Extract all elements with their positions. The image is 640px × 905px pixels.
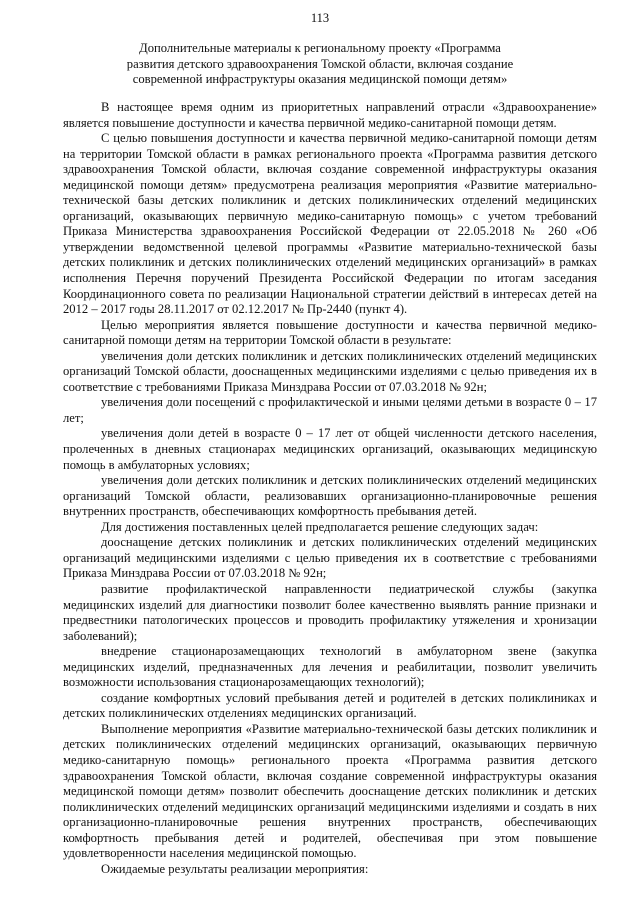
title-line: развития детского здравоохранения Томской области, включая создание: [126, 56, 514, 71]
title-line: Дополнительные материалы к региональному проекту «Программа: [139, 41, 501, 55]
document-body: [63, 100, 597, 877]
paragraph-goal-item: увеличения доли посещений с профилактической и иными целями детьми в возрасте 0 – 17 лет;: [63, 395, 597, 425]
paragraph-task-item: развитие профилактической направленности педиатрической службы (закупка медицинских изделий для диагностики позволит более качественно выявлять ранние признаки и предвестники патологических процессов и проводить профилактику утяжеления и хронизации заболеваний);: [63, 581, 597, 643]
paragraph-goal-item: увеличения доли детских поликлиник и детских поликлинических отделений медицинских организаций Томской области, реализовавших организационно-планировочные решения внутренних пространств, обеспечивающих комфортность пребывания детей.: [63, 473, 597, 519]
paragraph-tasks: Для достижения поставленных целей предполагается решение следующих задач:: [101, 519, 539, 534]
paragraph-expected-results: Ожидаемые результаты реализации мероприятия:: [101, 861, 369, 876]
paragraph-intro: В настоящее время одним из приоритетных направлений отрасли «Здравоохранение» является повышение доступности и качества первичной медико-санитарной помощи детям.: [63, 100, 597, 130]
paragraph-outcome: Выполнение мероприятия «Развитие материально-технической базы детских поликлиник и детских поликлинических отделений медицинских организаций, оказывающих первичную медико-санитарную помощь» регионального проекта «Программа развития детского здравоохранения Томской области, включая создание современной инфраструктуры оказания медицинской помощи детям» позволит обеспечить дооснащение детских поликлиник и детских поликлинических отделений медицинских организаций медицинскими изделиями и создать в них организационно-планировочные решения внутренних пространств, обеспечивающих комфортность пребывания детей и родителей, обеспечивая при этом повышение удовлетворенности населения медицинской помощью.: [63, 721, 597, 861]
document-title: [120, 41, 520, 88]
paragraph-task-item: создание комфортных условий пребывания детей и родителей в детских поликлиниках и детских поликлинических отделениях медицинских организаций.: [63, 690, 597, 721]
paragraph-goal: Целью мероприятия является повышение доступности и качества первичной медико-санитарной помощи детям на территории Томской области в результате:: [63, 317, 597, 348]
paragraph-purpose: С целью повышения доступности и качества первичной медико-санитарной помощи детям на территории Томской области в рамках регионального проекта «Программа развития детского здравоохранения Томской области, включая создание современной инфраструктуры оказания медицинской помощи детям» предусмотрена реализация мероприятия «Развитие материально-технической базы детских поликлиник и детских поликлинических отделений медицинских организаций, оказывающих первичную медико-санитарную помощь» с учетом требований Приказа Министерства здравоохранения Российской Федерации от 22.05.2018 № 260 «Об утверждении ведомственной целевой программы «Развитие материально-технической базы детских поликлиник и детских поликлинических отделений медицинских организаций» в рамках исполнения Перечня поручений Президента Российской Федерации по итогам заседания Координационного совета по реализации Национальной стратегии действий в интересах детей на 2012 – 2017 годы 28.11.2017 от 02.12.2017 № Пр-2440 (пункт 4).: [63, 131, 597, 317]
page-number: 113: [310, 11, 330, 25]
paragraph-goal-item: увеличения доли детских поликлиник и детских поликлинических отделений медицинских организаций Томской области, дооснащенных медицинскими изделиями с целью приведения их в соответствие с требованиями Приказа Минздрава России от 07.03.2018 № 92н;: [63, 348, 597, 394]
paragraph-goal-item: увеличения доли детей в возрасте 0 – 17 лет от общей численности детского населения, пролеченных в дневных стационарах медицинских организаций, оказывающих медицинскую помощь в амбулаторных условиях;: [63, 426, 597, 472]
paragraph-task-item: дооснащение детских поликлиник и детских поликлинических отделений медицинских организаций медицинскими изделиями с целью приведения их в соответствие с требованиями Приказа Минздрава России от 07.03.2018 № 92н;: [63, 535, 597, 581]
title-line: современной инфраструктуры оказания медицинской помощи детям»: [132, 72, 508, 87]
paragraph-task-item: внедрение стационарозамещающих технологий в амбулаторном звене (закупка медицинских изделий, предназначенных для лечения и реабилитации, позволит увеличить возможности использования стационарозамещающих технологий);: [63, 644, 597, 690]
